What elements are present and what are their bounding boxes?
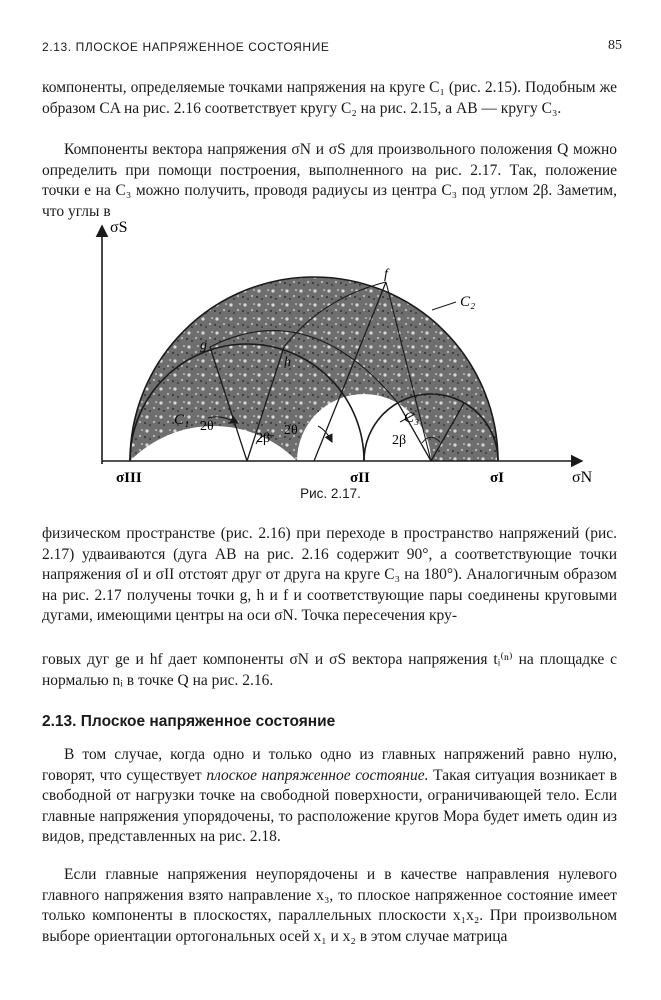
figure-caption: Рис. 2.17.: [300, 486, 361, 501]
paragraph-4-part-a: В том случае, когда одно и только одно из главных напряжений равно нулю, говорят, что существует: [42, 746, 617, 784]
paragraph-4-part-b: Такая ситуация возникает в свободной от нагрузки точке на свободной поверхности, ограничивающей тело. Если главные напряжения упорядочены, то расположение кругов Мора будет иметь один из видов, представленных на рис. 2.18.: [42, 766, 618, 846]
paragraph-3: физическом пространстве (рис. 2.16) при переходе в пространство напряжений (рис. 2.17) удваиваются (дуга AB на рис. 2.16 содержит 90°, а соответствующие точки напряжения σI и σII отстоят друг от друга на круге C₃ на 180°). Аналогичным образом на рис. 2.17 получены точки g, h и f и соответствующие пары соединены круговыми дугами, имеющими центры на оси σN. Точка пересечения кру-: [42, 525, 617, 625]
shaded-region: [130, 277, 498, 461]
label-c1: C₁: [174, 412, 190, 428]
leader-c2: [432, 302, 456, 310]
label-2theta-left: 2θ: [200, 419, 214, 434]
label-f: f: [384, 267, 388, 282]
label-c3: C₃: [404, 410, 420, 426]
label-g: g: [200, 338, 207, 353]
label-2theta-mid: 2θ: [284, 423, 298, 438]
paragraph-1: компоненты, определяемые точками напряжения на круге C₁ (рис. 2.15). Подобным же образом CA на рис. 2.16 соответствует кругу C₂ на рис. 2.15, а AB — кругу C₃.: [42, 79, 617, 117]
label-sigma-i: σI: [490, 470, 504, 486]
label-2beta-left: 2β: [256, 431, 271, 446]
paragraph-3-continued: говых дуг ge и hf дает компоненты σN и σS вектора напряжения tᵢ⁽ⁿ⁾ на площадке с нормалью nᵢ в точке Q на рис. 2.16.: [42, 651, 617, 689]
mohr-circles-figure: [60, 218, 620, 488]
label-h: h: [284, 355, 291, 370]
label-2beta-right: 2β: [392, 433, 407, 448]
section-title: 2.13. Плоское напряженное состояние: [42, 713, 336, 730]
paragraph-4: [42, 745, 617, 848]
term-plane-stress: плоское напряженное состояние.: [206, 766, 429, 784]
page-number: 85: [608, 38, 622, 53]
label-c2: C₂: [460, 294, 476, 310]
label-sigma-ii: σII: [350, 470, 370, 486]
page-header: [42, 40, 622, 60]
paragraph-2: Компоненты вектора напряжения σN и σS для произвольного положения Q можно определить при помощи построения, выполненного на рис. 2.17. Так, положение точки e на C₃ можно получить, проводя радиусы из центра C₃ под углом 2β. Заметим, что углы в: [42, 141, 617, 220]
running-head: 2.13. ПЛОСКОЕ НАПРЯЖЕННОЕ СОСТОЯНИЕ: [42, 40, 330, 54]
label-sigma-iii: σIII: [116, 470, 142, 486]
label-sigma-s: σS: [110, 219, 128, 236]
label-sigma-n: σN: [572, 469, 593, 486]
paragraph-5: Если главные напряжения неупорядочены и в качестве направления нулевого главного напряжения взято направление x₃, то плоское напряженное состояние имеет только компоненты в плоскостях, параллельных плоскости x₁x₂. При произвольном выборе ориентации ортогональных осей x₁ и x₂ в этом случае матрица: [42, 866, 617, 945]
